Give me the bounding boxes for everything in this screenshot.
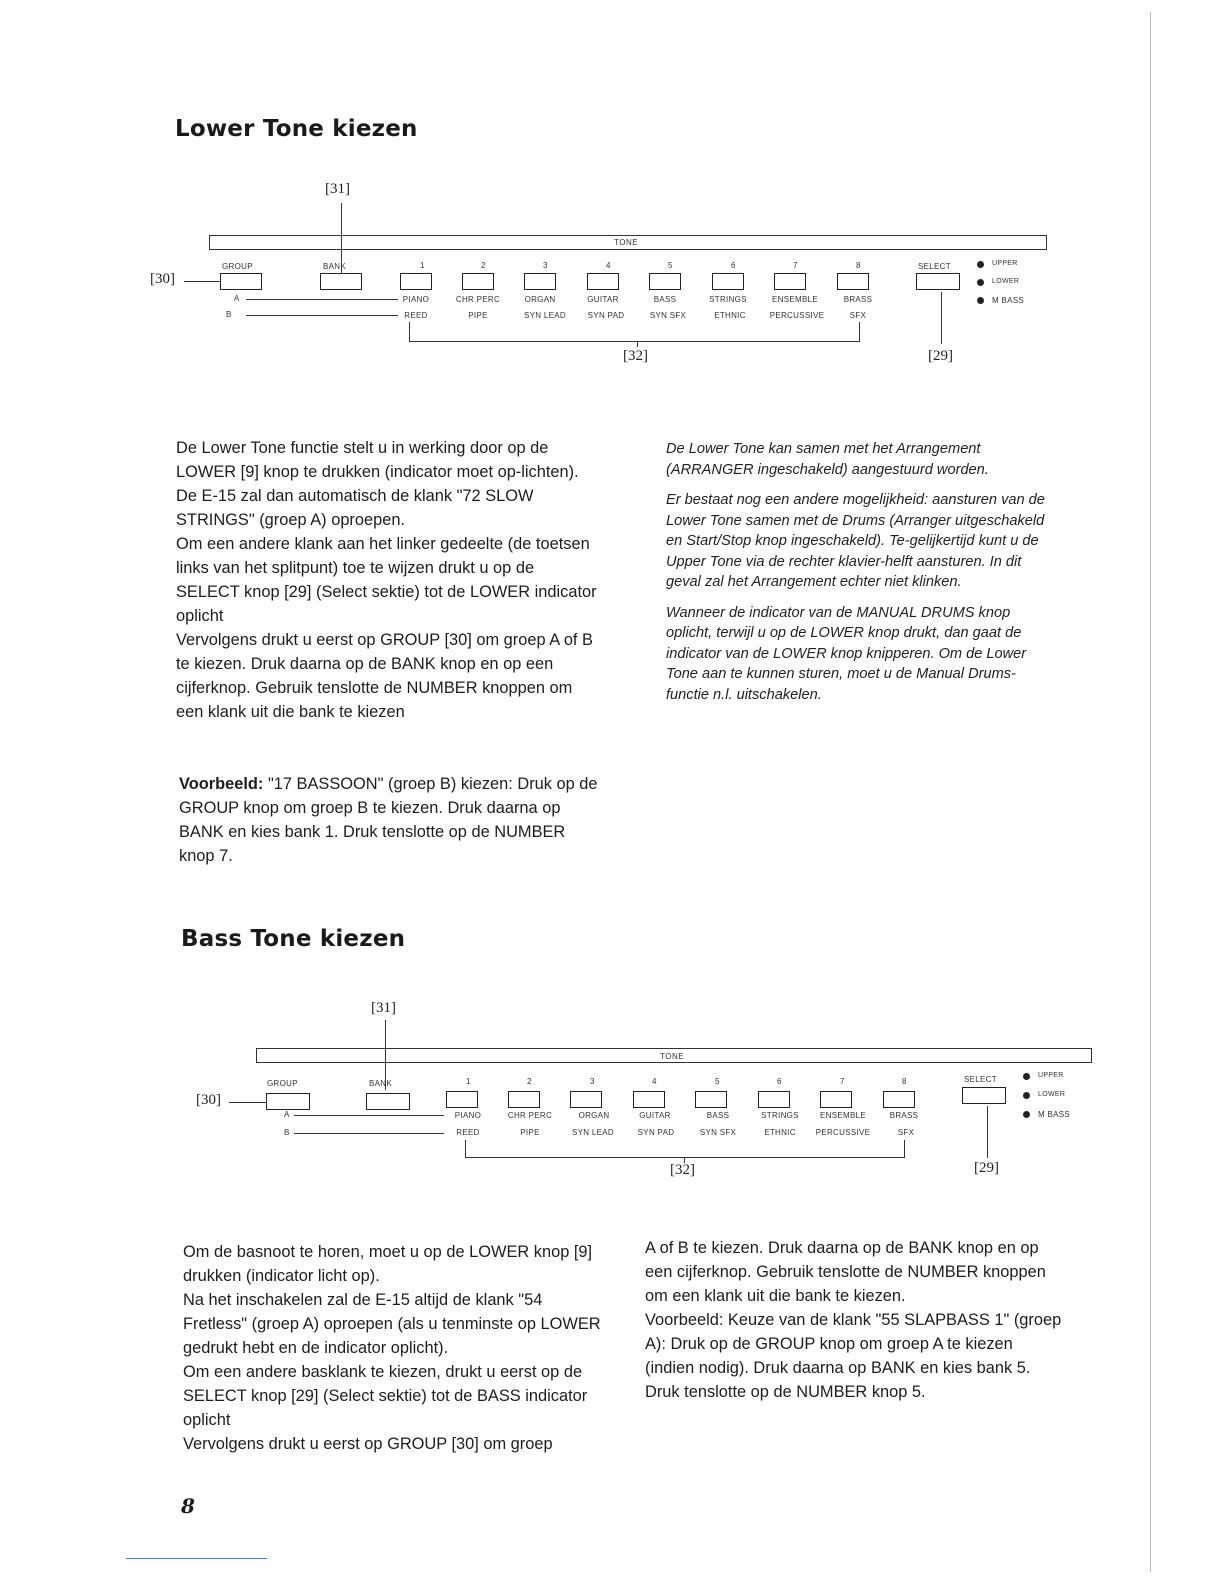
b-label: SFX: [897, 1128, 915, 1137]
select-label: SELECT: [964, 1075, 997, 1084]
indicator-label: UPPER: [1038, 1072, 1064, 1079]
b-label: REED: [456, 1128, 480, 1137]
a-label: BRASS: [889, 1111, 919, 1120]
b-label: SYN LEAD: [572, 1128, 614, 1137]
paragraph: Er bestaat nog een andere mogelijkheid: aansturen van de Lower Tone samen met de Drums (Arranger uitgeschakeld en Start/Stop knop ingeschakeld). Te-gelijkertijd kunt u de Upper Tone via de rechter klavier-helft aansturen. In dit geval zal het Arrangement echter niet klinken.: [666, 492, 1045, 590]
a-label: GUITAR: [587, 295, 619, 304]
number-label: 8: [902, 1077, 907, 1086]
a-label: STRINGS: [761, 1111, 799, 1120]
a-label: CHR PERC: [507, 1111, 553, 1120]
paragraph: A of B te kiezen. Druk daarna op de BANK knop en op een cijferknop. Gebruik tenslotte de NUMBER knoppen om een klank uit die bank te kiezen.: [645, 1239, 1046, 1305]
a-label: GUITAR: [639, 1111, 671, 1120]
indicator-label: M BASS: [1038, 1110, 1071, 1119]
indicator-led: [1023, 1073, 1030, 1080]
indicator-label: LOWER: [992, 278, 1020, 285]
footer-rule: [126, 1558, 267, 1559]
bank-button[interactable]: [366, 1093, 410, 1110]
indicator-label: UPPER: [992, 260, 1018, 267]
paragraph: Vervolgens drukt u eerst op GROUP [30] om groep: [183, 1435, 553, 1453]
number-label: 3: [543, 261, 548, 270]
b-label: REED: [404, 311, 428, 320]
paragraph: De Lower Tone kan samen met het Arrangement (ARRANGER ingeschakeld) aangestuurd worden.: [666, 441, 989, 478]
indicator-label: LOWER: [1038, 1091, 1066, 1098]
b-label: PIPE: [520, 1128, 540, 1137]
b-label: SYN SFX: [699, 1128, 737, 1137]
paragraph: Om een andere basklank te kiezen, drukt u eerst op de SELECT knop [29] (Select sektie) tot de BASS indicator oplicht: [183, 1363, 588, 1429]
example-text: "17 BASSOON" (groep B) kiezen: Druk op de GROUP knop om groep B te kiezen. Druk daarna op BANK en kies bank 1. Druk tenslotte op de NUMBER knop 7.: [179, 775, 598, 865]
number-button-8[interactable]: [883, 1091, 915, 1108]
number-label: 5: [668, 261, 673, 270]
b-label: SYN SFX: [649, 311, 687, 320]
row-a-label: A: [284, 1110, 290, 1119]
number-label: 4: [606, 261, 611, 270]
number-button-7[interactable]: [820, 1091, 852, 1108]
bank-label: BANK: [323, 262, 346, 271]
number-button-5[interactable]: [695, 1091, 727, 1108]
ref-group: [30]: [150, 271, 175, 287]
number-button-2[interactable]: [508, 1091, 540, 1108]
paragraph: De Lower Tone functie stelt u in werking door op de LOWER [9] knop te drukken (indicator moet op-lichten).: [176, 439, 579, 481]
number-label: 8: [856, 261, 861, 270]
number-label: 2: [527, 1077, 532, 1086]
bass-text-right: [645, 1236, 1065, 1404]
page-edge-line: [1150, 12, 1151, 1572]
number-button-6[interactable]: [758, 1091, 790, 1108]
a-label: BASS: [706, 1111, 730, 1120]
a-label: STRINGS: [709, 295, 747, 304]
b-label: SYN LEAD: [524, 311, 566, 320]
page-number: 8: [181, 1494, 195, 1518]
paragraph: Wanneer de indicator van de MANUAL DRUMS knop oplicht, terwijl u op de LOWER knop drukt, dan gaat de indicator van de LOWER knop knipperen. Om de Lower Tone aan te kunnen sturen, moet u de Manual Drums-functie n.l. uitschakelen.: [666, 604, 1027, 703]
a-label: ORGAN: [524, 295, 556, 304]
indicator-led: [1023, 1111, 1030, 1118]
a-label: ENSEMBLE: [772, 295, 818, 304]
ref-numbers: [32]: [623, 348, 648, 364]
paragraph: Voorbeeld: Keuze van de klank "55 SLAPBASS 1" (groep A): Druk op de GROUP knop om groep A te kiezen (indien nodig). Druk daarna op BANK en kies bank 5. Druk tenslotte op de NUMBER knop 5.: [645, 1311, 1062, 1401]
indicator-label: M BASS: [992, 296, 1025, 305]
lower-tone-title: Lower Tone kiezen: [175, 116, 418, 142]
number-button-4[interactable]: [633, 1091, 665, 1108]
a-label: PIANO: [454, 1111, 482, 1120]
row-b-label: B: [284, 1128, 290, 1137]
group-button[interactable]: [266, 1093, 310, 1110]
a-label: CHR PERC: [455, 295, 501, 304]
bass-tone-title: Bass Tone kiezen: [181, 926, 406, 952]
b-label: SYN PAD: [637, 1128, 675, 1137]
b-label: PERCUSSIVE: [769, 311, 825, 320]
number-label: 3: [590, 1077, 595, 1086]
ref-group: [30]: [196, 1092, 221, 1108]
number-button-3[interactable]: [570, 1091, 602, 1108]
ref-bank: [31]: [371, 1000, 396, 1016]
number-label: 4: [652, 1077, 657, 1086]
ref-select: [29]: [928, 348, 953, 364]
a-label: PIANO: [402, 295, 430, 304]
a-label: ORGAN: [578, 1111, 610, 1120]
paragraph: De E-15 zal dan automatisch de klank "72 SLOW STRINGS" (groep A) oproepen.: [176, 487, 534, 529]
b-label: PIPE: [468, 311, 488, 320]
select-button[interactable]: [962, 1087, 1006, 1104]
b-label: SFX: [849, 311, 867, 320]
example-label: Voorbeeld:: [179, 775, 264, 793]
group-label: GROUP: [267, 1079, 298, 1088]
number-label: 2: [481, 261, 486, 270]
paragraph: Om een andere klank aan het linker gedeelte (de toetsen links van het splitpunt) toe te wijzen drukt u op de SELECT knop [29] (Select sektie) tot de LOWER indicator oplicht: [176, 535, 597, 625]
a-label: BASS: [653, 295, 677, 304]
paragraph: Om de basnoot te horen, moet u op de LOWER knop [9] drukken (indicator licht op).: [183, 1243, 593, 1285]
bass-text-left: [183, 1240, 604, 1456]
tone-label: TONE: [614, 238, 639, 247]
b-label: PERCUSSIVE: [815, 1128, 871, 1137]
row-a-label: A: [234, 294, 240, 303]
ref-select: [29]: [974, 1160, 999, 1176]
b-label: SYN PAD: [587, 311, 625, 320]
tone-label: TONE: [660, 1052, 685, 1061]
number-label: 1: [420, 261, 425, 270]
b-label: ETHNIC: [714, 311, 746, 320]
a-label: ENSEMBLE: [820, 1111, 866, 1120]
paragraph: Na het inschakelen zal de E-15 altijd de klank "54 Fretless" (groep A) oproepen (als u tenminste op LOWER gedrukt hebt en de indicator oplicht).: [183, 1291, 601, 1357]
number-label: 7: [840, 1077, 845, 1086]
number-label: 7: [793, 261, 798, 270]
ref-numbers: [32]: [670, 1162, 695, 1178]
ref-bank: [31]: [325, 181, 350, 197]
indicator-led: [1023, 1092, 1030, 1099]
paragraph: Vervolgens drukt u eerst op GROUP [30] om groep A of B te kiezen. Druk daarna op de BANK knop en op een cijferknop. Gebruik tenslotte de NUMBER knoppen om een klank uit die bank te kiezen: [176, 631, 593, 721]
row-b-label: B: [226, 310, 232, 319]
number-label: 6: [777, 1077, 782, 1086]
b-label: ETHNIC: [764, 1128, 796, 1137]
number-button-1[interactable]: [446, 1091, 478, 1108]
bank-label: BANK: [369, 1079, 392, 1088]
select-label: SELECT: [918, 262, 951, 271]
number-label: 5: [715, 1077, 720, 1086]
group-label: GROUP: [222, 262, 253, 271]
number-label: 6: [731, 261, 736, 270]
number-label: 1: [466, 1077, 471, 1086]
a-label: BRASS: [843, 295, 873, 304]
